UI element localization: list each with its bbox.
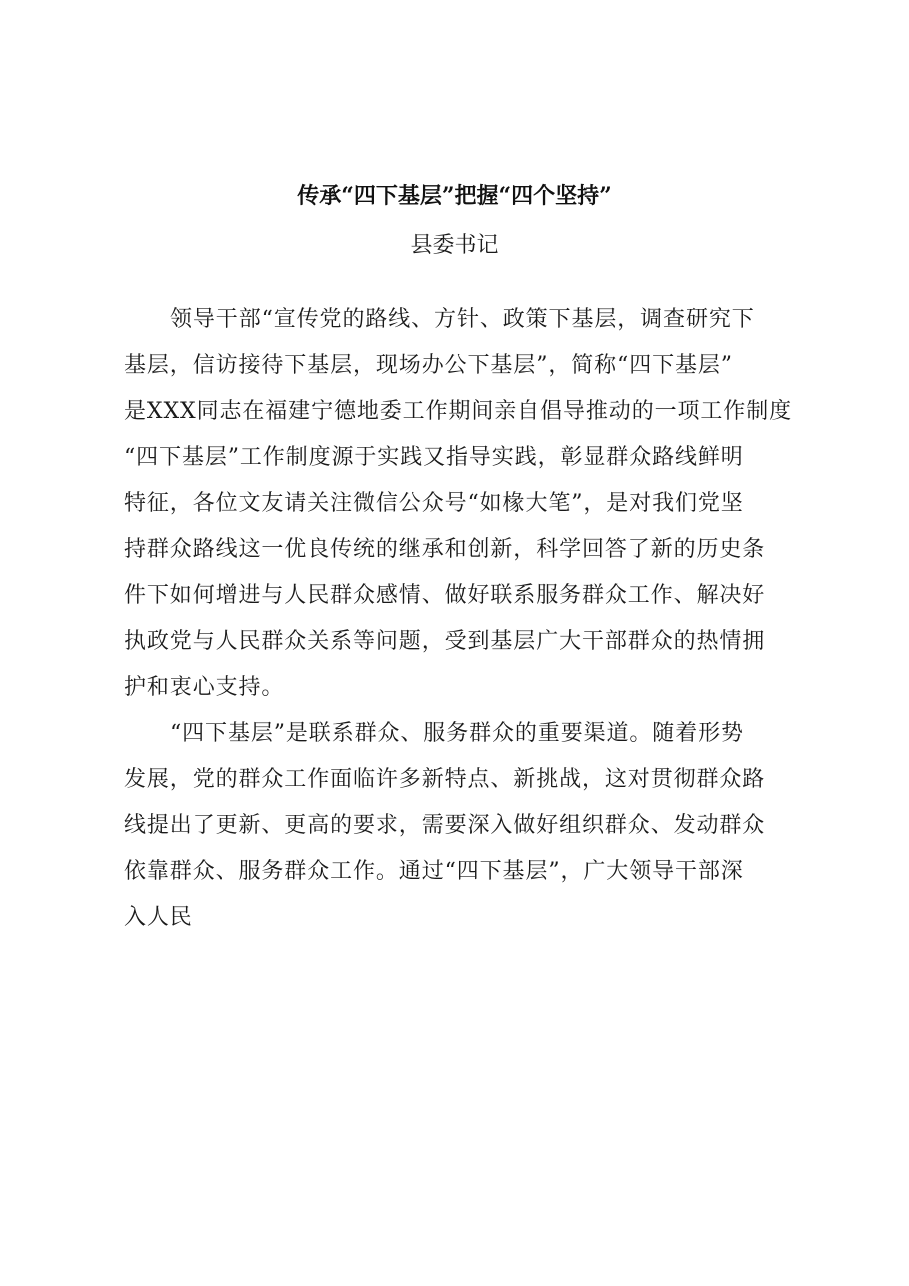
- paragraph-1-line-6: 持群众路线这一优良传统的继承和创新，科学回答了新的历史条: [124, 537, 766, 562]
- document-author: 县委书记: [410, 233, 499, 258]
- paragraph-2-line-3: 线提出了更新、更高的要求，需要深入做好组织群众、发动群众: [124, 813, 766, 838]
- paragraph-1-line-7: 件下如何增进与人民群众感情、做好联系服务群众工作、解决好: [124, 583, 766, 608]
- paragraph-1-line-3: 是XXX同志在福建宁德地委工作期间亲自倡导推动的一项工作制度: [124, 399, 792, 424]
- paragraph-1-line-2: 基层，信访接待下基层，现场办公下基层”，简称“四下基层”: [124, 353, 733, 378]
- paragraph-1-line-5: 特征，各位文友请关注微信公众号“如椽大笔”，是对我们党坚: [124, 491, 744, 516]
- paragraph-2-line-2: 发展，党的群众工作面临许多新特点、新挑战，这对贯彻群众路: [124, 767, 766, 792]
- paragraph-1-line-8: 执政党与人民群众关系等问题，受到基层广大干部群众的热情拥: [124, 629, 766, 654]
- paragraph-1-line-9: 护和衷心支持。: [124, 675, 285, 700]
- paragraph-2-line-4: 依靠群众、服务群众工作。通过“四下基层”，广大领导干部深: [124, 859, 744, 884]
- document-title: 传承“四下基层”把握“四个坚持”: [297, 183, 612, 209]
- paragraph-1-line-1: 领导干部“宣传党的路线、方针、政策下基层，调查研究下: [170, 307, 755, 332]
- paragraph-2-line-5: 入人民: [124, 905, 193, 930]
- paragraph-2-line-1: “四下基层”是联系群众、服务群众的重要渠道。随着形势: [170, 721, 744, 746]
- paragraph-1-line-4: “四下基层”工作制度源于实践又指导实践，彰显群众路线鲜明: [124, 445, 744, 470]
